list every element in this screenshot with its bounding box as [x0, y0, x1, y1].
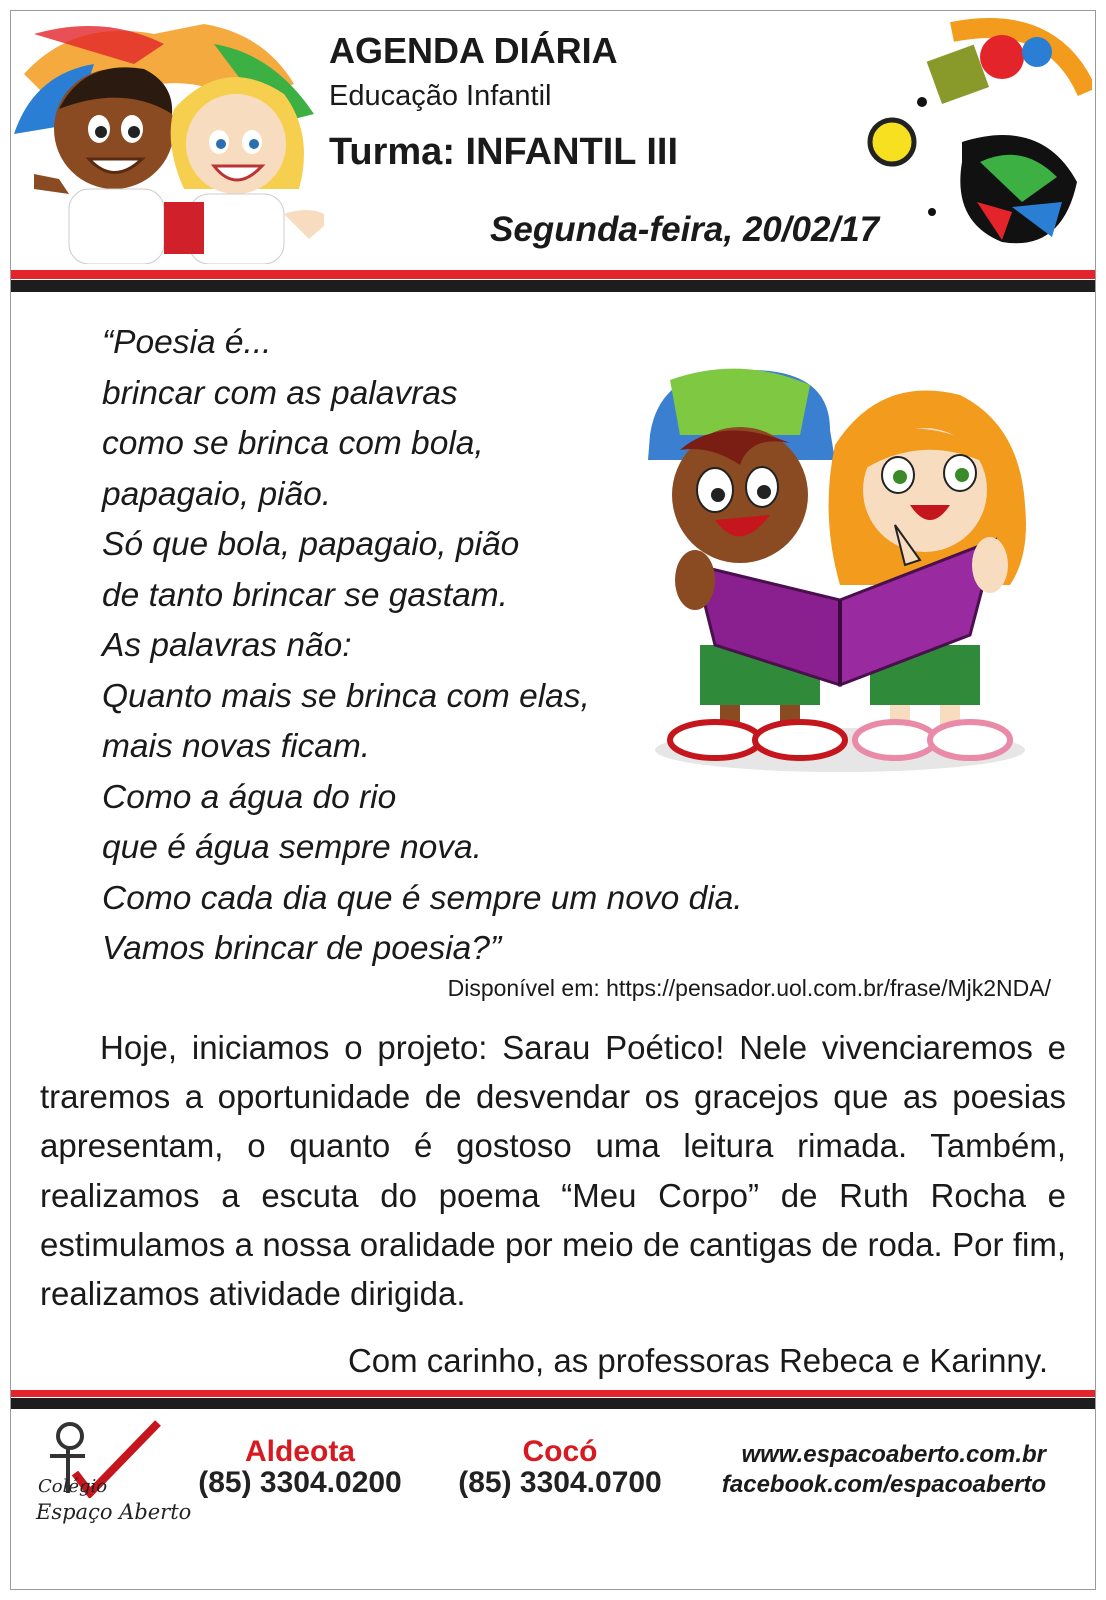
daily-report-paragraph: Hoje, iniciamos o projeto: Sarau Poético! Nele vivenciaremos e traremos a oportunidade de desvendar os gracejos que as poesias apresentam, o quanto é gostoso uma leitura rimada. Também, realizamos a escuta do poema “Meu Corpo” de Ruth Rocha e estimulamos a nossa oralidade por meio de cantigas de roda. Por fim, realizamos atividade dirigida. [40, 1029, 1066, 1313]
poem-line: mais novas ficam. [102, 728, 371, 765]
logo-text-line1: Colégio [38, 1476, 108, 1497]
poem-line: “Poesia é... [102, 324, 272, 361]
poem-line: Como cada dia que é sempre um novo dia. [102, 879, 743, 917]
page-subtitle: Educação Infantil [329, 80, 552, 112]
poem-line: de tanto brincar se gastam. [102, 576, 508, 614]
children-mascot-illustration [14, 14, 324, 264]
children-reading-book-illustration [640, 355, 1040, 780]
unit-phone: (85) 3304.0200 [198, 1466, 402, 1499]
poem-line: Vamos brincar de poesia?” [102, 930, 502, 967]
date-label: Segunda-feira, 20/02/17 [490, 210, 880, 249]
header-divider-dark [11, 280, 1095, 292]
unit-name: Aldeota [244, 1435, 355, 1468]
class-label: Turma: INFANTIL III [329, 131, 679, 173]
unit-phone: (85) 3304.0700 [458, 1466, 662, 1499]
facebook-link[interactable]: facebook.com/espacoaberto [721, 1471, 1046, 1498]
poem-line: Quanto mais se brinca com elas, [102, 677, 590, 715]
logo-text-line2: Espaço Aberto [36, 1500, 192, 1524]
poem-source: Disponível em: https://pensador.uol.com.br/frase/Mjk2NDA/ [447, 975, 1051, 1001]
poem-line: como se brinca com bola, [102, 425, 484, 462]
poem-line: Como a água do rio [102, 778, 397, 816]
header-divider-red [11, 270, 1095, 279]
footer-divider-red [11, 1390, 1095, 1397]
page-title: AGENDA DIÁRIA [329, 30, 618, 71]
poem-line: As palavras não: [102, 627, 352, 664]
signature: Com carinho, as professoras Rebeca e Karinny. [347, 1342, 1048, 1379]
contact-links [722, 1440, 1046, 1500]
unit-aldeota [195, 1437, 405, 1499]
poem-line: brincar com as palavras [102, 374, 458, 412]
school-logo [30, 1418, 192, 1548]
footer-divider-dark [11, 1398, 1095, 1409]
poem-line: Só que bola, papagaio, pião [102, 526, 520, 563]
website-link[interactable]: www.espacoaberto.com.br [741, 1441, 1046, 1468]
unit-coco [455, 1437, 665, 1499]
poem-line: que é água sempre nova. [102, 829, 482, 866]
paint-splash-decoration [862, 12, 1092, 262]
unit-name: Cocó [522, 1435, 598, 1468]
poem-line: papagaio, pião. [102, 475, 332, 513]
